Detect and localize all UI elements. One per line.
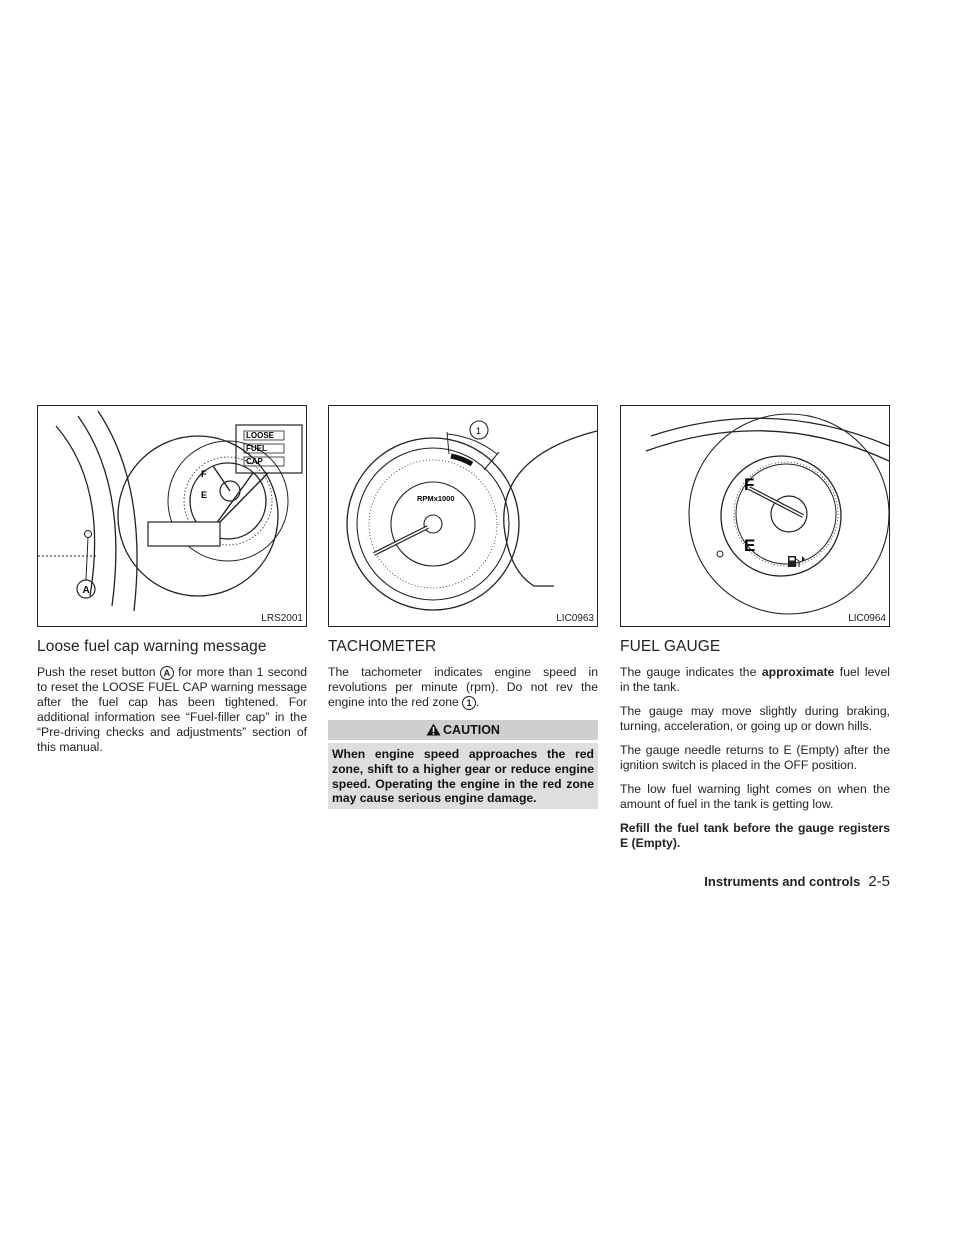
text-run: The gauge indicates the [620, 665, 762, 679]
label-fuel: FUEL [246, 444, 267, 453]
caution-header [328, 720, 598, 740]
text-run: for more than 1 second to reset the LOOSE FUEL CAP warning message after the fuel cap has been tightened. For additional information see “Fuel-filler cap” in the “Pre-driving checks and adjustments” section of this manual. [37, 665, 308, 754]
text-run: Push the reset button [37, 665, 160, 679]
column-fuel-gauge [620, 405, 890, 860]
figure-loose-fuel-cap [37, 405, 307, 627]
callout-1: 1 [462, 696, 476, 710]
gauge-mark-empty: E [744, 536, 756, 555]
paragraph-reset-button [37, 665, 307, 755]
figure-callout-1: 1 [476, 426, 482, 436]
label-loose: LOOSE [246, 431, 275, 440]
text-run: . [476, 695, 480, 709]
figure-code: LIC0964 [848, 613, 886, 624]
caution-body: When engine speed approaches the red zone, shift to a higher gear or reduce engine speed. Operating the engine in the red zone may cause serious engine damage. [328, 743, 598, 809]
figure-code: LIC0963 [556, 613, 594, 624]
loose-fuel-cap-illustration [38, 406, 306, 626]
tachometer-illustration [329, 406, 597, 626]
text-run: fuel level in the tank. [620, 665, 890, 694]
section-heading: Loose fuel cap warning message [37, 638, 267, 655]
paragraph-needle: The gauge needle returns to E (Empty) after the ignition switch is placed in the OFF position. [620, 743, 890, 772]
gauge-mark-e: E [201, 490, 208, 500]
fuel-gauge-illustration [621, 406, 889, 626]
figure-tachometer [328, 405, 598, 627]
column-loose-fuel-cap [37, 405, 307, 764]
callout-a: A [160, 666, 174, 680]
section-heading: FUEL GAUGE [620, 638, 721, 655]
gauge-mark-f: F [201, 469, 207, 479]
paragraph-tachometer [328, 665, 598, 710]
caution-title: CAUTION [443, 723, 500, 737]
paragraph-warning-light: The low fuel warning light comes on when the amount of fuel in the tank is getting low. [620, 782, 890, 811]
page-footer [704, 873, 890, 890]
dial-label: RPMx1000 [417, 494, 455, 503]
paragraph-movement: The gauge may move slightly during braking, turning, acceleration, or going up or down hills. [620, 704, 890, 733]
column-tachometer [328, 405, 598, 809]
section-heading: TACHOMETER [328, 638, 437, 655]
page-number: 2-5 [868, 873, 890, 890]
footer-section: Instruments and controls [704, 874, 861, 889]
text-run-bold: approximate [761, 665, 835, 679]
figure-code: LRS2001 [261, 613, 303, 624]
figure-callout-a: A [82, 585, 90, 596]
warning-triangle-icon [426, 723, 441, 736]
fuel-pump-icon [788, 556, 805, 567]
gauge-mark-full: F [744, 475, 755, 494]
figure-fuel-gauge [620, 405, 890, 627]
paragraph-refill: Refill the fuel tank before the gauge registers E (Empty). [620, 821, 890, 850]
paragraph-approximate [620, 665, 890, 695]
label-cap: CAP [246, 457, 263, 466]
text-run: The tachometer indicates engine speed in revolutions per minute (rpm). Do not rev the engine into the red zone [328, 665, 598, 709]
